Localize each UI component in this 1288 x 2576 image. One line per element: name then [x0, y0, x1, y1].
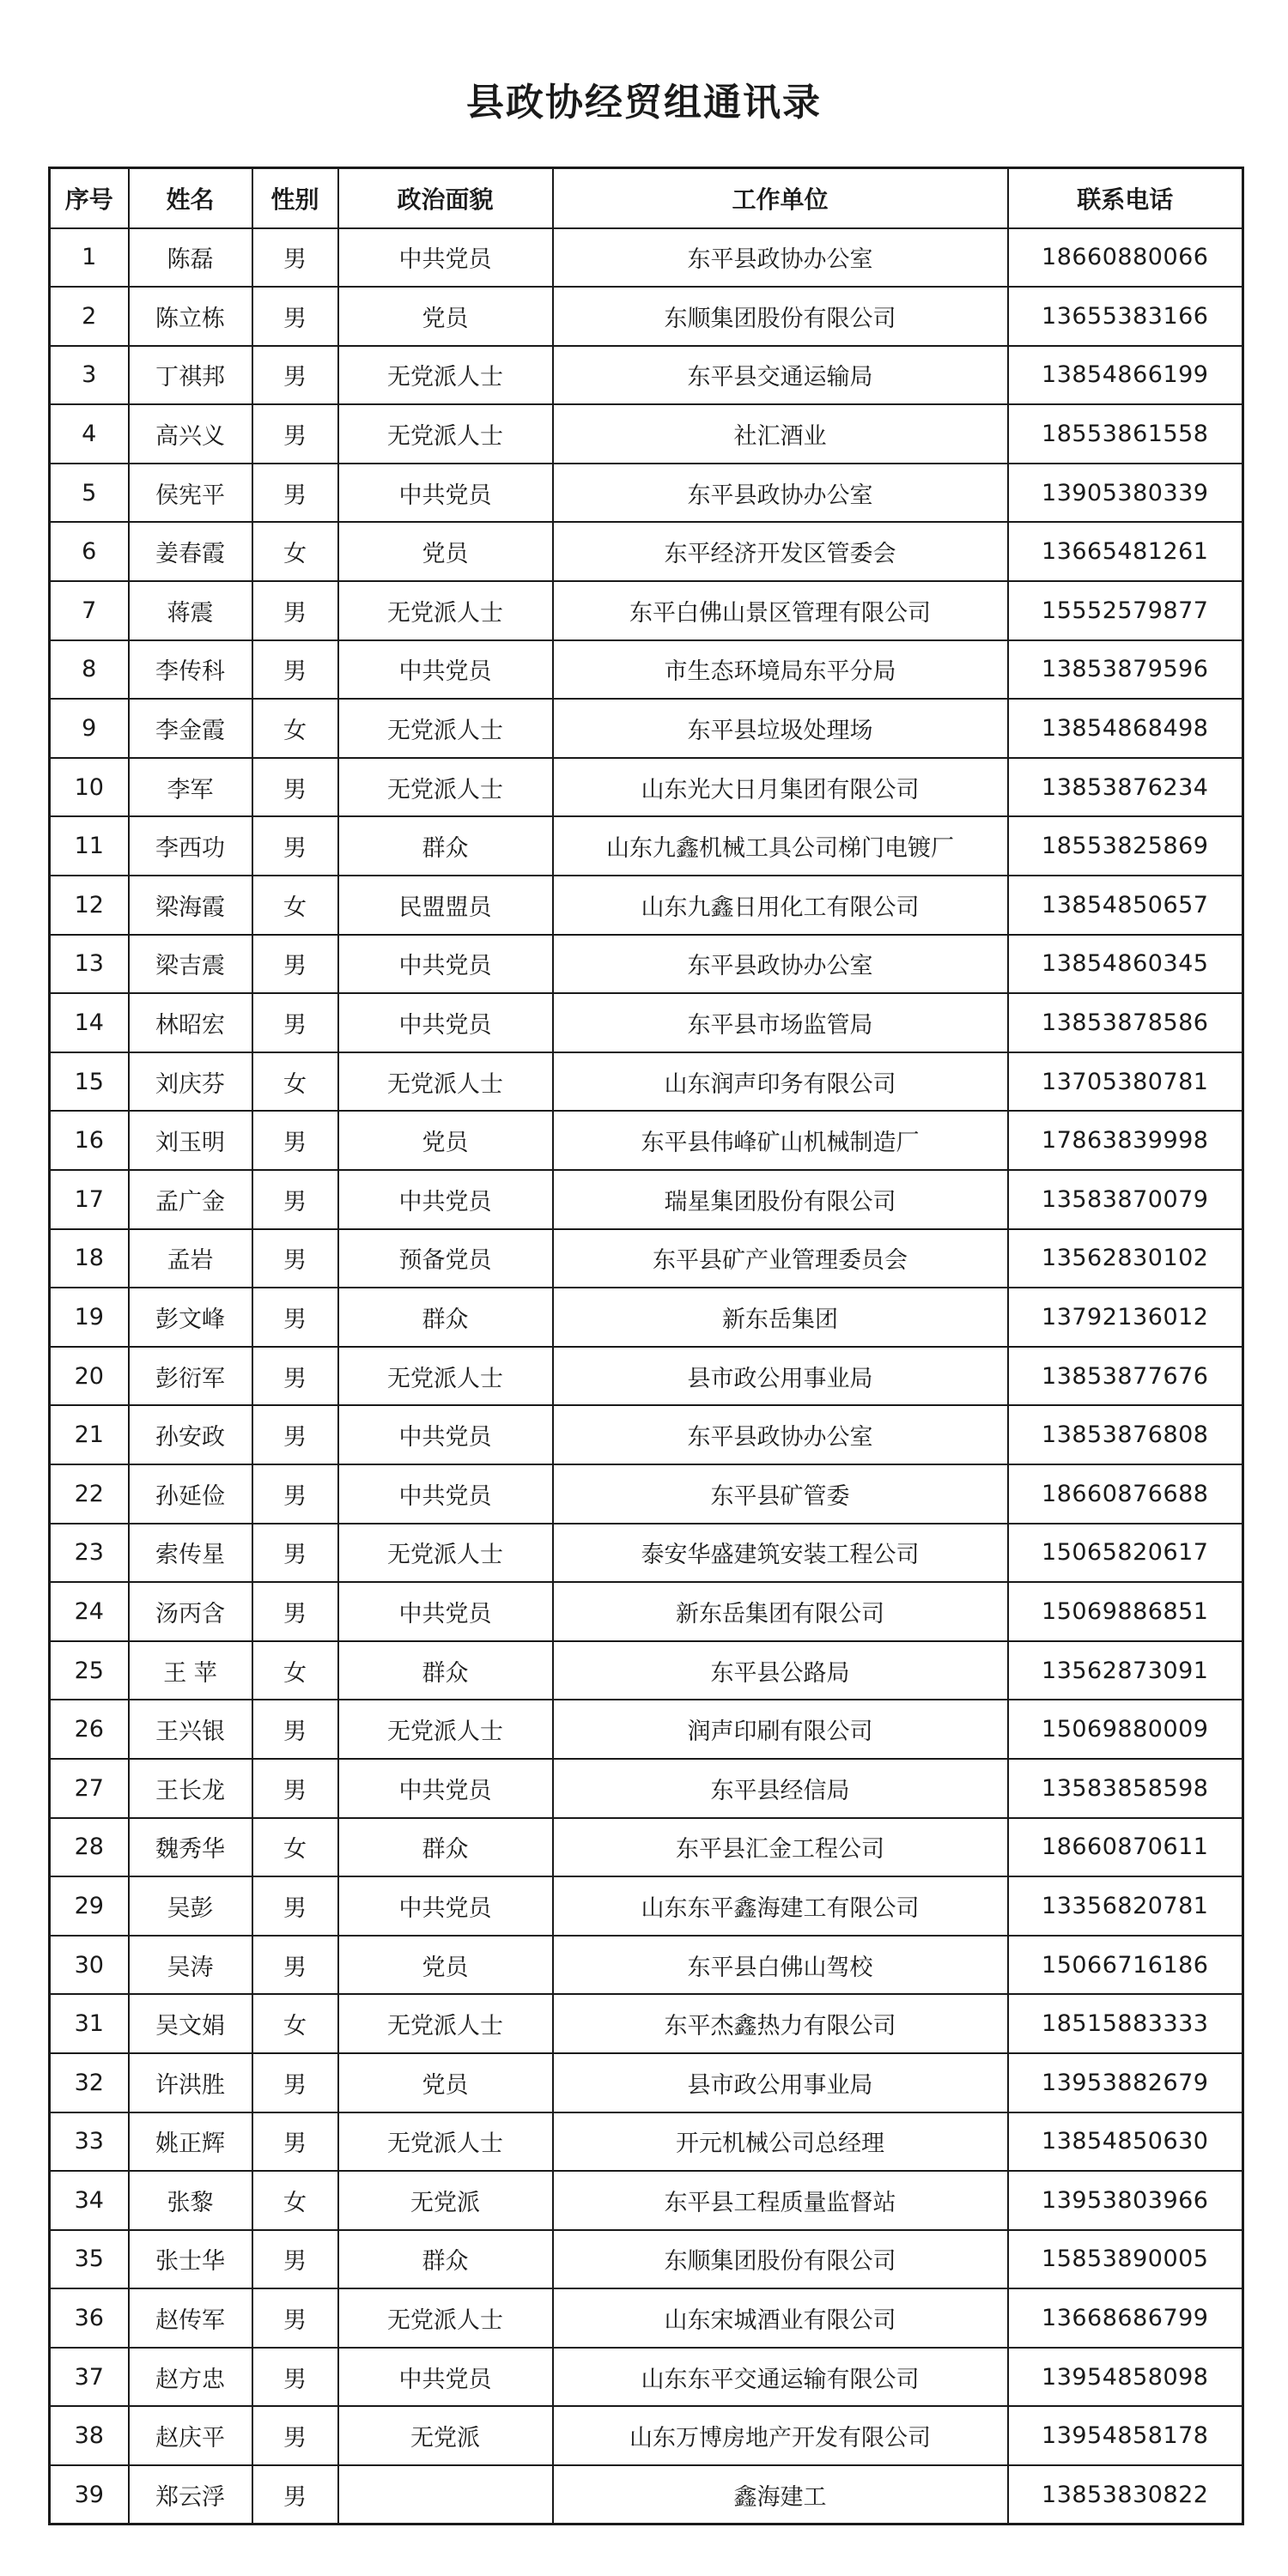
table-row — [50, 1288, 1243, 1347]
gender-cell: 男 — [252, 993, 338, 1052]
gender-cell: 女 — [252, 876, 338, 935]
phone-cell: 13356820781 — [1008, 1876, 1243, 1936]
table-row — [50, 1111, 1243, 1170]
table-row — [50, 581, 1243, 640]
serial-cell: 11 — [50, 816, 129, 876]
work-unit-cell: 山东九鑫日用化工有限公司 — [553, 876, 1008, 935]
political-status-cell: 无党派人士 — [338, 758, 553, 817]
table-row — [50, 1052, 1243, 1112]
work-unit-cell: 东平县公路局 — [553, 1641, 1008, 1700]
name-cell: 高兴义 — [129, 404, 252, 464]
gender-cell: 女 — [252, 1052, 338, 1112]
serial-cell: 18 — [50, 1229, 129, 1288]
political-status-cell: 中共党员 — [338, 640, 553, 700]
political-status-cell: 无党派人士 — [338, 699, 553, 758]
table-row — [50, 1582, 1243, 1641]
serial-cell: 8 — [50, 640, 129, 700]
work-unit-cell: 东平县政协办公室 — [553, 464, 1008, 523]
political-status-cell: 无党派人士 — [338, 1700, 553, 1759]
gender-cell: 女 — [252, 522, 338, 581]
name-cell: 李军 — [129, 758, 252, 817]
serial-cell: 9 — [50, 699, 129, 758]
table-row — [50, 1464, 1243, 1524]
political-status-cell: 无党派人士 — [338, 2288, 553, 2348]
work-unit-cell: 东平县汇金工程公司 — [553, 1818, 1008, 1877]
political-status-cell: 群众 — [338, 1288, 553, 1347]
gender-cell: 男 — [252, 404, 338, 464]
political-status-cell: 党员 — [338, 1936, 553, 1995]
gender-cell: 男 — [252, 2406, 338, 2465]
political-status-cell — [338, 2465, 553, 2524]
name-cell: 孙延俭 — [129, 1464, 252, 1524]
work-unit-cell: 东平县矿管委 — [553, 1464, 1008, 1524]
phone-cell: 13854850657 — [1008, 876, 1243, 935]
table-row — [50, 876, 1243, 935]
gender-cell: 男 — [252, 935, 338, 994]
table-row — [50, 1524, 1243, 1583]
work-unit-cell: 东平经济开发区管委会 — [553, 522, 1008, 581]
name-cell: 孟岩 — [129, 1229, 252, 1288]
phone-cell: 13953882679 — [1008, 2053, 1243, 2112]
name-cell: 孟广金 — [129, 1170, 252, 1229]
political-status-cell: 党员 — [338, 1111, 553, 1170]
serial-cell: 7 — [50, 581, 129, 640]
phone-cell: 18660880066 — [1008, 228, 1243, 288]
work-unit-cell: 山东万博房地产开发有限公司 — [553, 2406, 1008, 2465]
gender-cell: 男 — [252, 228, 338, 288]
serial-cell: 30 — [50, 1936, 129, 1995]
phone-cell: 18553825869 — [1008, 816, 1243, 876]
name-cell: 侯宪平 — [129, 464, 252, 523]
phone-cell: 13665481261 — [1008, 522, 1243, 581]
political-status-cell: 群众 — [338, 1641, 553, 1700]
phone-cell: 18660876688 — [1008, 1464, 1243, 1524]
gender-cell: 男 — [252, 2288, 338, 2348]
work-unit-cell: 瑞星集团股份有限公司 — [553, 1170, 1008, 1229]
serial-cell: 6 — [50, 522, 129, 581]
phone-cell: 13954858098 — [1008, 2348, 1243, 2407]
name-cell: 姜春霞 — [129, 522, 252, 581]
table-row — [50, 287, 1243, 346]
name-cell: 彭衍军 — [129, 1347, 252, 1406]
work-unit-cell: 开元机械公司总经理 — [553, 2112, 1008, 2172]
serial-cell: 29 — [50, 1876, 129, 1936]
work-unit-cell: 鑫海建工 — [553, 2465, 1008, 2524]
phone-cell: 13854850630 — [1008, 2112, 1243, 2172]
serial-cell: 27 — [50, 1759, 129, 1818]
work-unit-cell: 东平县矿产业管理委员会 — [553, 1229, 1008, 1288]
table-row — [50, 1759, 1243, 1818]
phone-cell: 15853890005 — [1008, 2230, 1243, 2289]
serial-cell: 10 — [50, 758, 129, 817]
serial-cell: 38 — [50, 2406, 129, 2465]
table-row — [50, 699, 1243, 758]
contact-table — [48, 167, 1244, 2525]
table-row — [50, 2465, 1243, 2524]
serial-cell: 17 — [50, 1170, 129, 1229]
header-name: 姓名 — [129, 168, 252, 228]
serial-cell: 37 — [50, 2348, 129, 2407]
phone-cell: 18660870611 — [1008, 1818, 1243, 1877]
table-row — [50, 346, 1243, 405]
phone-cell: 13854868498 — [1008, 699, 1243, 758]
table-row — [50, 1405, 1243, 1464]
phone-cell: 13705380781 — [1008, 1052, 1243, 1112]
work-unit-cell: 山东宋城酒业有限公司 — [553, 2288, 1008, 2348]
name-cell: 刘玉明 — [129, 1111, 252, 1170]
table-row — [50, 228, 1243, 288]
table-row — [50, 1229, 1243, 1288]
name-cell: 姚正辉 — [129, 2112, 252, 2172]
political-status-cell: 无党派人士 — [338, 1052, 553, 1112]
political-status-cell: 党员 — [338, 522, 553, 581]
phone-cell: 13905380339 — [1008, 464, 1243, 523]
work-unit-cell: 山东东平交通运输有限公司 — [553, 2348, 1008, 2407]
serial-cell: 25 — [50, 1641, 129, 1700]
work-unit-cell: 东平县政协办公室 — [553, 1405, 1008, 1464]
phone-cell: 15065820617 — [1008, 1524, 1243, 1583]
political-status-cell: 中共党员 — [338, 228, 553, 288]
work-unit-cell: 县市政公用事业局 — [553, 1347, 1008, 1406]
political-status-cell: 群众 — [338, 1818, 553, 1877]
gender-cell: 女 — [252, 1641, 338, 1700]
table-row — [50, 2288, 1243, 2348]
gender-cell: 男 — [252, 1111, 338, 1170]
name-cell: 郑云浮 — [129, 2465, 252, 2524]
work-unit-cell: 东平杰鑫热力有限公司 — [553, 1994, 1008, 2053]
work-unit-cell: 东平县市场监管局 — [553, 993, 1008, 1052]
name-cell: 梁吉震 — [129, 935, 252, 994]
political-status-cell: 中共党员 — [338, 2348, 553, 2407]
name-cell: 李传科 — [129, 640, 252, 700]
phone-cell: 17863839998 — [1008, 1111, 1243, 1170]
serial-cell: 28 — [50, 1818, 129, 1877]
gender-cell: 男 — [252, 1288, 338, 1347]
work-unit-cell: 东顺集团股份有限公司 — [553, 287, 1008, 346]
work-unit-cell: 山东润声印务有限公司 — [553, 1052, 1008, 1112]
serial-cell: 39 — [50, 2465, 129, 2524]
table-header-row — [50, 168, 1243, 228]
work-unit-cell: 东平县工程质量监督站 — [553, 2171, 1008, 2230]
phone-cell: 13853878586 — [1008, 993, 1243, 1052]
phone-cell: 18553861558 — [1008, 404, 1243, 464]
table-row — [50, 935, 1243, 994]
phone-cell: 15066716186 — [1008, 1936, 1243, 1995]
table-row — [50, 2230, 1243, 2289]
name-cell: 赵方忠 — [129, 2348, 252, 2407]
gender-cell: 女 — [252, 1994, 338, 2053]
gender-cell: 男 — [252, 640, 338, 700]
gender-cell: 男 — [252, 1347, 338, 1406]
political-status-cell: 无党派人士 — [338, 2112, 553, 2172]
work-unit-cell: 东平县白佛山驾校 — [553, 1936, 1008, 1995]
gender-cell: 男 — [252, 816, 338, 876]
phone-cell: 13562830102 — [1008, 1229, 1243, 1288]
gender-cell: 男 — [252, 1582, 338, 1641]
name-cell: 魏秀华 — [129, 1818, 252, 1877]
gender-cell: 男 — [252, 1405, 338, 1464]
name-cell: 丁祺邦 — [129, 346, 252, 405]
gender-cell: 男 — [252, 2230, 338, 2289]
name-cell: 彭文峰 — [129, 1288, 252, 1347]
name-cell: 张黎 — [129, 2171, 252, 2230]
serial-cell: 26 — [50, 1700, 129, 1759]
political-status-cell: 中共党员 — [338, 1464, 553, 1524]
table-body — [50, 228, 1243, 2524]
gender-cell: 男 — [252, 2112, 338, 2172]
serial-cell: 24 — [50, 1582, 129, 1641]
work-unit-cell: 山东九鑫机械工具公司梯门电镀厂 — [553, 816, 1008, 876]
political-status-cell: 中共党员 — [338, 1876, 553, 1936]
serial-cell: 32 — [50, 2053, 129, 2112]
serial-cell: 5 — [50, 464, 129, 523]
phone-cell: 13954858178 — [1008, 2406, 1243, 2465]
name-cell: 赵庆平 — [129, 2406, 252, 2465]
work-unit-cell: 东平县伟峰矿山机械制造厂 — [553, 1111, 1008, 1170]
serial-cell: 12 — [50, 876, 129, 935]
phone-cell: 13853877676 — [1008, 1347, 1243, 1406]
serial-cell: 3 — [50, 346, 129, 405]
table-row — [50, 2171, 1243, 2230]
political-status-cell: 中共党员 — [338, 464, 553, 523]
gender-cell: 男 — [252, 346, 338, 405]
table-row — [50, 464, 1243, 523]
work-unit-cell: 润声印刷有限公司 — [553, 1700, 1008, 1759]
political-status-cell: 中共党员 — [338, 993, 553, 1052]
work-unit-cell: 东顺集团股份有限公司 — [553, 2230, 1008, 2289]
phone-cell: 13583870079 — [1008, 1170, 1243, 1229]
political-status-cell: 无党派人士 — [338, 1347, 553, 1406]
gender-cell: 男 — [252, 1876, 338, 1936]
work-unit-cell: 山东光大日月集团有限公司 — [553, 758, 1008, 817]
serial-cell: 13 — [50, 935, 129, 994]
gender-cell: 男 — [252, 464, 338, 523]
political-status-cell: 预备党员 — [338, 1229, 553, 1288]
work-unit-cell: 山东东平鑫海建工有限公司 — [553, 1876, 1008, 1936]
phone-cell: 13655383166 — [1008, 287, 1243, 346]
serial-cell: 34 — [50, 2171, 129, 2230]
name-cell: 李金霞 — [129, 699, 252, 758]
political-status-cell: 党员 — [338, 2053, 553, 2112]
gender-cell: 女 — [252, 1818, 338, 1877]
gender-cell: 男 — [252, 1170, 338, 1229]
serial-cell: 1 — [50, 228, 129, 288]
political-status-cell: 群众 — [338, 2230, 553, 2289]
name-cell: 吴涛 — [129, 1936, 252, 1995]
phone-cell: 18515883333 — [1008, 1994, 1243, 2053]
work-unit-cell: 社汇酒业 — [553, 404, 1008, 464]
serial-cell: 16 — [50, 1111, 129, 1170]
document-title: 县政协经贸组通讯录 — [466, 81, 822, 124]
name-cell: 梁海霞 — [129, 876, 252, 935]
serial-cell: 23 — [50, 1524, 129, 1583]
table-row — [50, 993, 1243, 1052]
header-phone: 联系电话 — [1008, 168, 1243, 228]
table-row — [50, 1994, 1243, 2053]
phone-cell: 13853876234 — [1008, 758, 1243, 817]
work-unit-cell: 东平县政协办公室 — [553, 935, 1008, 994]
work-unit-cell: 东平县垃圾处理场 — [553, 699, 1008, 758]
name-cell: 吴彭 — [129, 1876, 252, 1936]
political-status-cell: 无党派人士 — [338, 404, 553, 464]
table-row — [50, 1876, 1243, 1936]
phone-cell: 15552579877 — [1008, 581, 1243, 640]
political-status-cell: 中共党员 — [338, 1582, 553, 1641]
serial-cell: 31 — [50, 1994, 129, 2053]
serial-cell: 2 — [50, 287, 129, 346]
political-status-cell: 无党派 — [338, 2171, 553, 2230]
name-cell: 李西功 — [129, 816, 252, 876]
gender-cell: 男 — [252, 2465, 338, 2524]
table-row — [50, 816, 1243, 876]
political-status-cell: 群众 — [338, 816, 553, 876]
phone-cell: 13792136012 — [1008, 1288, 1243, 1347]
table-row — [50, 2112, 1243, 2172]
table-row — [50, 1936, 1243, 1995]
work-unit-cell: 泰安华盛建筑安装工程公司 — [553, 1524, 1008, 1583]
work-unit-cell: 东平县经信局 — [553, 1759, 1008, 1818]
serial-cell: 15 — [50, 1052, 129, 1112]
serial-cell: 36 — [50, 2288, 129, 2348]
name-cell: 索传星 — [129, 1524, 252, 1583]
serial-cell: 35 — [50, 2230, 129, 2289]
work-unit-cell: 东平县政协办公室 — [553, 228, 1008, 288]
table-row — [50, 2406, 1243, 2465]
political-status-cell: 无党派 — [338, 2406, 553, 2465]
political-status-cell: 无党派人士 — [338, 346, 553, 405]
gender-cell: 男 — [252, 287, 338, 346]
name-cell: 王 苹 — [129, 1641, 252, 1700]
political-status-cell: 民盟盟员 — [338, 876, 553, 935]
work-unit-cell: 东平白佛山景区管理有限公司 — [553, 581, 1008, 640]
serial-cell: 22 — [50, 1464, 129, 1524]
phone-cell: 13853879596 — [1008, 640, 1243, 700]
name-cell: 陈立栋 — [129, 287, 252, 346]
table-row — [50, 1700, 1243, 1759]
gender-cell: 男 — [252, 2348, 338, 2407]
name-cell: 赵传军 — [129, 2288, 252, 2348]
header-serial: 序号 — [50, 168, 129, 228]
header-political-status: 政治面貌 — [338, 168, 553, 228]
political-status-cell: 中共党员 — [338, 1170, 553, 1229]
gender-cell: 男 — [252, 1464, 338, 1524]
header-gender: 性别 — [252, 168, 338, 228]
name-cell: 汤丙含 — [129, 1582, 252, 1641]
name-cell: 蒋震 — [129, 581, 252, 640]
header-work-unit: 工作单位 — [553, 168, 1008, 228]
phone-cell: 13668686799 — [1008, 2288, 1243, 2348]
work-unit-cell: 新东岳集团 — [553, 1288, 1008, 1347]
name-cell: 陈磊 — [129, 228, 252, 288]
work-unit-cell: 县市政公用事业局 — [553, 2053, 1008, 2112]
phone-cell: 13953803966 — [1008, 2171, 1243, 2230]
phone-cell: 13854860345 — [1008, 935, 1243, 994]
gender-cell: 女 — [252, 699, 338, 758]
table-row — [50, 1818, 1243, 1877]
phone-cell: 15069886851 — [1008, 1582, 1243, 1641]
name-cell: 林昭宏 — [129, 993, 252, 1052]
name-cell: 王兴银 — [129, 1700, 252, 1759]
phone-cell: 13583858598 — [1008, 1759, 1243, 1818]
political-status-cell: 无党派人士 — [338, 1524, 553, 1583]
table-row — [50, 404, 1243, 464]
gender-cell: 男 — [252, 2053, 338, 2112]
serial-cell: 20 — [50, 1347, 129, 1406]
name-cell: 孙安政 — [129, 1405, 252, 1464]
serial-cell: 33 — [50, 2112, 129, 2172]
political-status-cell: 中共党员 — [338, 1405, 553, 1464]
table-row — [50, 1347, 1243, 1406]
gender-cell: 男 — [252, 1759, 338, 1818]
table-row — [50, 640, 1243, 700]
serial-cell: 14 — [50, 993, 129, 1052]
gender-cell: 男 — [252, 1524, 338, 1583]
gender-cell: 男 — [252, 1700, 338, 1759]
work-unit-cell: 市生态环境局东平分局 — [553, 640, 1008, 700]
work-unit-cell: 新东岳集团有限公司 — [553, 1582, 1008, 1641]
serial-cell: 19 — [50, 1288, 129, 1347]
name-cell: 张士华 — [129, 2230, 252, 2289]
phone-cell: 13854866199 — [1008, 346, 1243, 405]
political-status-cell: 中共党员 — [338, 935, 553, 994]
political-status-cell: 中共党员 — [338, 1759, 553, 1818]
table-row — [50, 522, 1243, 581]
table-row — [50, 1170, 1243, 1229]
gender-cell: 男 — [252, 758, 338, 817]
name-cell: 刘庆芬 — [129, 1052, 252, 1112]
phone-cell: 13562873091 — [1008, 1641, 1243, 1700]
name-cell: 王长龙 — [129, 1759, 252, 1818]
serial-cell: 4 — [50, 404, 129, 464]
table-row — [50, 2348, 1243, 2407]
political-status-cell: 党员 — [338, 287, 553, 346]
gender-cell: 女 — [252, 2171, 338, 2230]
table-row — [50, 1641, 1243, 1700]
table-row — [50, 2053, 1243, 2112]
name-cell: 许洪胜 — [129, 2053, 252, 2112]
political-status-cell: 无党派人士 — [338, 581, 553, 640]
political-status-cell: 无党派人士 — [338, 1994, 553, 2053]
gender-cell: 男 — [252, 1229, 338, 1288]
serial-cell: 21 — [50, 1405, 129, 1464]
gender-cell: 男 — [252, 581, 338, 640]
table-row — [50, 758, 1243, 817]
work-unit-cell: 东平县交通运输局 — [553, 346, 1008, 405]
phone-cell: 13853830822 — [1008, 2465, 1243, 2524]
phone-cell: 13853876808 — [1008, 1405, 1243, 1464]
name-cell: 吴文娟 — [129, 1994, 252, 2053]
phone-cell: 15069880009 — [1008, 1700, 1243, 1759]
gender-cell: 男 — [252, 1936, 338, 1995]
